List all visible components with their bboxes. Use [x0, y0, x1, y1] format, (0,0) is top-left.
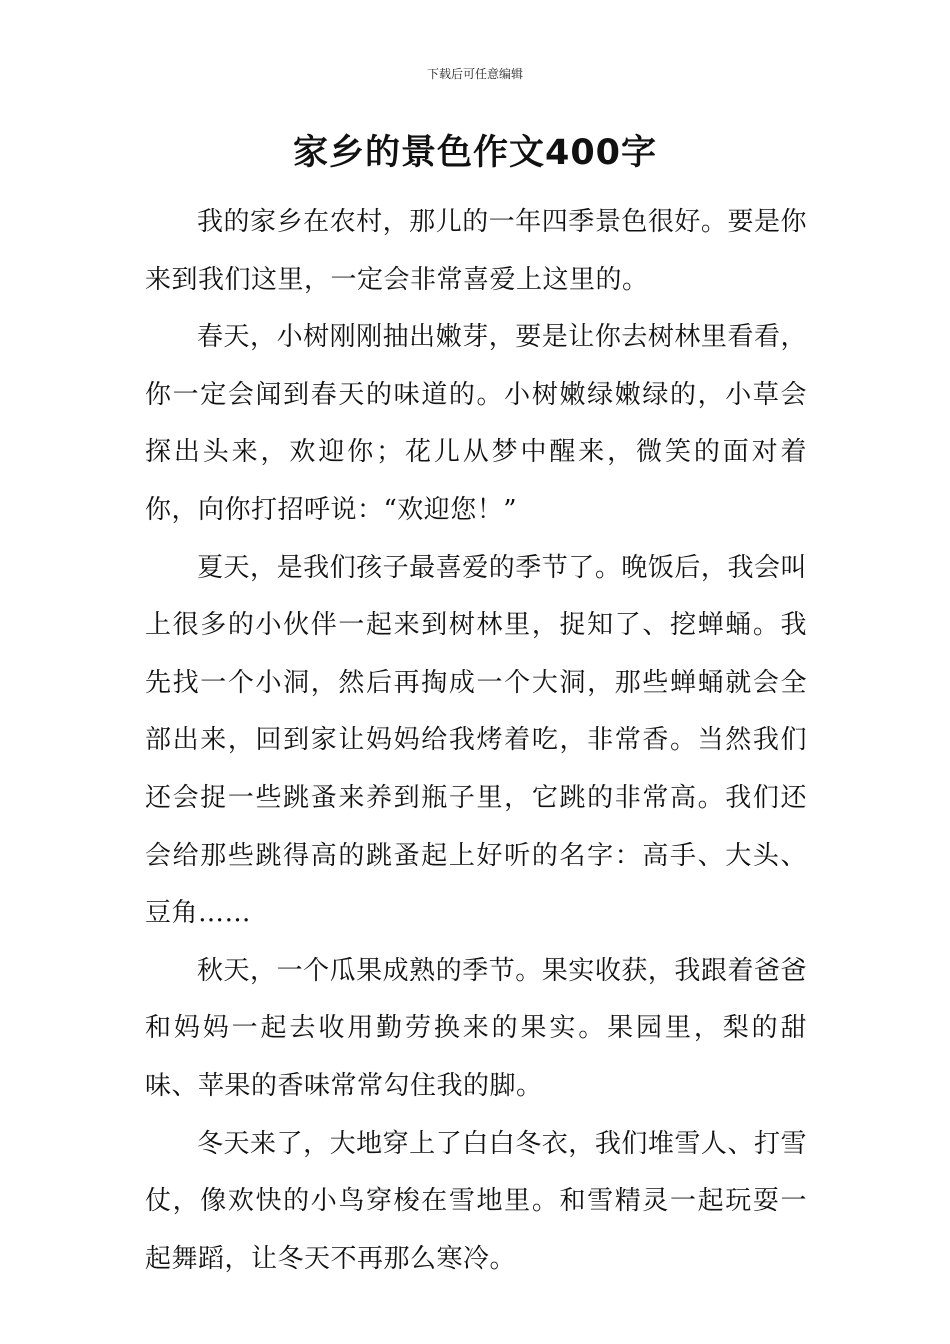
paragraph-winter: 冬天来了，大地穿上了白白冬衣，我们堆雪人、打雪仗，像欢快的小鸟穿梭在雪地里。和雪精灵一起玩耍一起舞蹈，让冬天不再那么寒冷。 — [145, 1128, 807, 1274]
paragraph-summer: 夏天，是我们孩子最喜爱的季节了。晚饭后，我会叫上很多的小伙伴一起来到树林里，捉知了、挖蝉蛹。我先找一个小洞，然后再掏成一个大洞，那些蝉蛹就会全部出来，回到家让妈妈给我烤着吃，非常香。当然我们还会捉一些跳蚤来养到瓶子里，它跳的非常高。我们还会给那些跳得高的跳蚤起上好听的名字：高手、大头、豆角…… — [145, 552, 807, 929]
paragraph-intro: 我的家乡在农村，那儿的一年四季景色很好。要是你来到我们这里，一定会非常喜爱上这里的。 — [145, 207, 807, 295]
header-note: 下载后可任意编辑 — [426, 67, 523, 81]
document-title: 家乡的景色作文400字 — [292, 133, 658, 173]
paragraph-spring: 春天，小树刚刚抽出嫩芽，要是让你去树林里看看，你一定会闻到春天的味道的。小树嫩绿嫩绿的，小草会探出头来，欢迎你；花儿从梦中醒来，微笑的面对着你，向你打招呼说：“欢迎您！” — [145, 322, 807, 525]
document-body — [145, 194, 807, 1288]
paragraph-autumn: 秋天，一个瓜果成熟的季节。果实收获，我跟着爸爸和妈妈一起去收用勤劳换来的果实。果园里，梨的甜味、苹果的香味常常勾住我的脚。 — [145, 955, 807, 1101]
